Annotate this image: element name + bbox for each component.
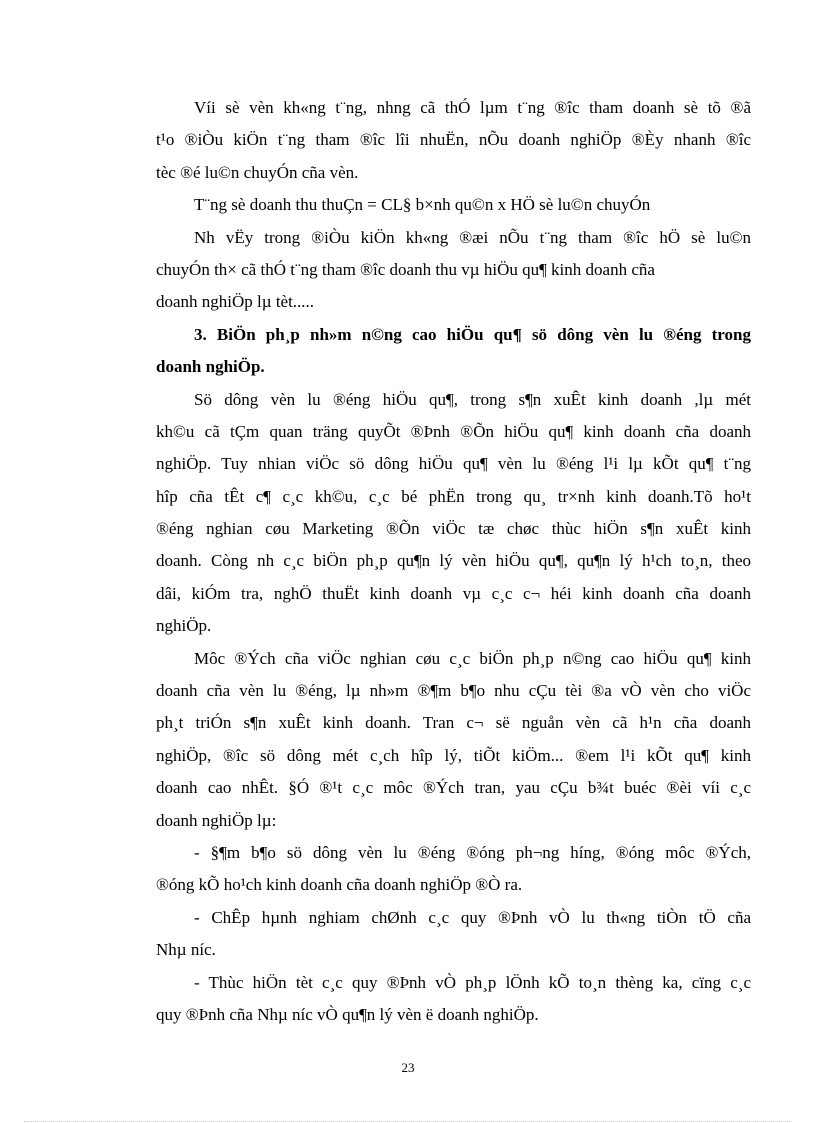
text-line: doanh cao nhÊt. §Ó ®¹t c¸c môc ®Ých tran, yau cÇu b¾t buéc ®èi víi c¸c <box>156 778 751 798</box>
text-line: dâi, kiÓm tra, nghÖ thuËt kinh doanh vµ c¸c c¬ héi kinh doanh cña doanh <box>156 583 751 603</box>
text-line: t¹o ®iÒu kiÖn t¨ng tham ®îc lîi nhuËn, nÕu doanh nghiÖp ®Èy nhanh ®îc <box>156 130 751 150</box>
text-line: - ChÊp hµnh nghiam chØnh c¸c quy ®Þnh vÒ lu th«ng tiÒn tÖ cña <box>194 907 751 927</box>
text-line: kh©u cã tÇm quan träng quyÕt ®Þnh ®Õn hiÖu qu¶ kinh doanh cña doanh <box>156 421 751 441</box>
text-line: hîp cña tÊt c¶ c¸c kh©u, c¸c bé phËn trong qu¸ tr×nh kinh doanh.Tõ ho¹t <box>156 486 751 506</box>
text-line: doanh nghiÖp lµ tèt..... <box>156 292 315 312</box>
text-line: chuyÓn th× cã thÓ t¨ng tham ®îc doanh thu vµ hiÖu qu¶ kinh doanh cña <box>156 259 655 279</box>
text-line: doanh nghiÖp lµ: <box>156 810 277 830</box>
section-heading-line: 3. BiÖn ph¸p nh»m n©ng cao hiÖu qu¶ sö dông vèn lu ®éng trong <box>194 324 751 344</box>
text-line: Môc ®Ých cña viÖc nghian cøu c¸c biÖn ph¸p n©ng cao hiÖu qu¶ kinh <box>194 648 751 668</box>
text-line: doanh. Còng nh c¸c biÖn ph¸p qu¶n lý vèn hiÖu qu¶, qu¶n lý h¹ch to¸n, theo <box>156 551 751 571</box>
text-line: doanh cña vèn lu ®éng, lµ nh»m ®¶m b¶o nhu cÇu tèi ®a vÒ vèn cho viÖc <box>156 681 751 701</box>
text-line: Nh vËy trong ®iÒu kiÖn kh«ng ®æi nÕu t¨ng tham ®îc hÖ sè lu©n <box>194 227 751 247</box>
text-line: T¨ng sè doanh thu thuÇn = CL§ b×nh qu©n x HÖ sè lu©n chuyÓn <box>194 195 651 215</box>
text-line: Nhµ níc. <box>156 940 216 960</box>
text-line: - Thùc hiÖn tèt c¸c quy ®Þnh vÒ ph¸p lÖnh kÕ to¸n thèng ka, cïng c¸c <box>194 972 751 992</box>
text-line: nghiÖp, ®îc sö dông mét c¸ch hîp lý, tiÕt kiÖm... ®em l¹i kÕt qu¶ kinh <box>156 745 751 765</box>
text-line: ph¸t triÓn s¶n xuÊt kinh doanh. Tran c¬ së nguån vèn cã h¹n cña doanh <box>156 713 751 733</box>
section-heading-line: doanh nghiÖp. <box>156 357 265 377</box>
text-line: ®éng nghian cøu Marketing ®Õn viÖc tæ chøc thùc hiÖn s¶n xuÊt kinh <box>156 519 751 539</box>
body-text <box>156 92 751 1031</box>
text-line: ®óng kÕ ho¹ch kinh doanh cña doanh nghiÖp ®Ò ra. <box>156 875 523 895</box>
text-line: nghiÖp. Tuy nhian viÖc sö dông hiÖu qu¶ vèn lu ®éng l¹i lµ kÕt qu¶ t¨ng <box>156 454 751 474</box>
text-line: nghiÖp. <box>156 616 212 636</box>
text-line: - §¶m b¶o sö dông vèn lu ®éng ®óng ph¬ng híng, ®óng môc ®Ých, <box>194 842 751 862</box>
page-number: 23 <box>401 1060 415 1075</box>
text-line: quy ®Þnh cña Nhµ níc vÒ qu¶n lý vèn ë doanh nghiÖp. <box>156 1004 539 1024</box>
text-line: Víi sè vèn kh«ng t¨ng, nhng cã thÓ lµm t¨ng ®îc tham doanh sè tõ ®ã <box>194 98 751 117</box>
text-line: Sö dông vèn lu ®éng hiÖu qu¶, trong s¶n xuÊt kinh doanh ,lµ mét <box>194 389 751 409</box>
text-line: tèc ®é lu©n chuyÓn cña vèn. <box>156 162 359 182</box>
page-bottom-rule <box>24 1121 792 1122</box>
